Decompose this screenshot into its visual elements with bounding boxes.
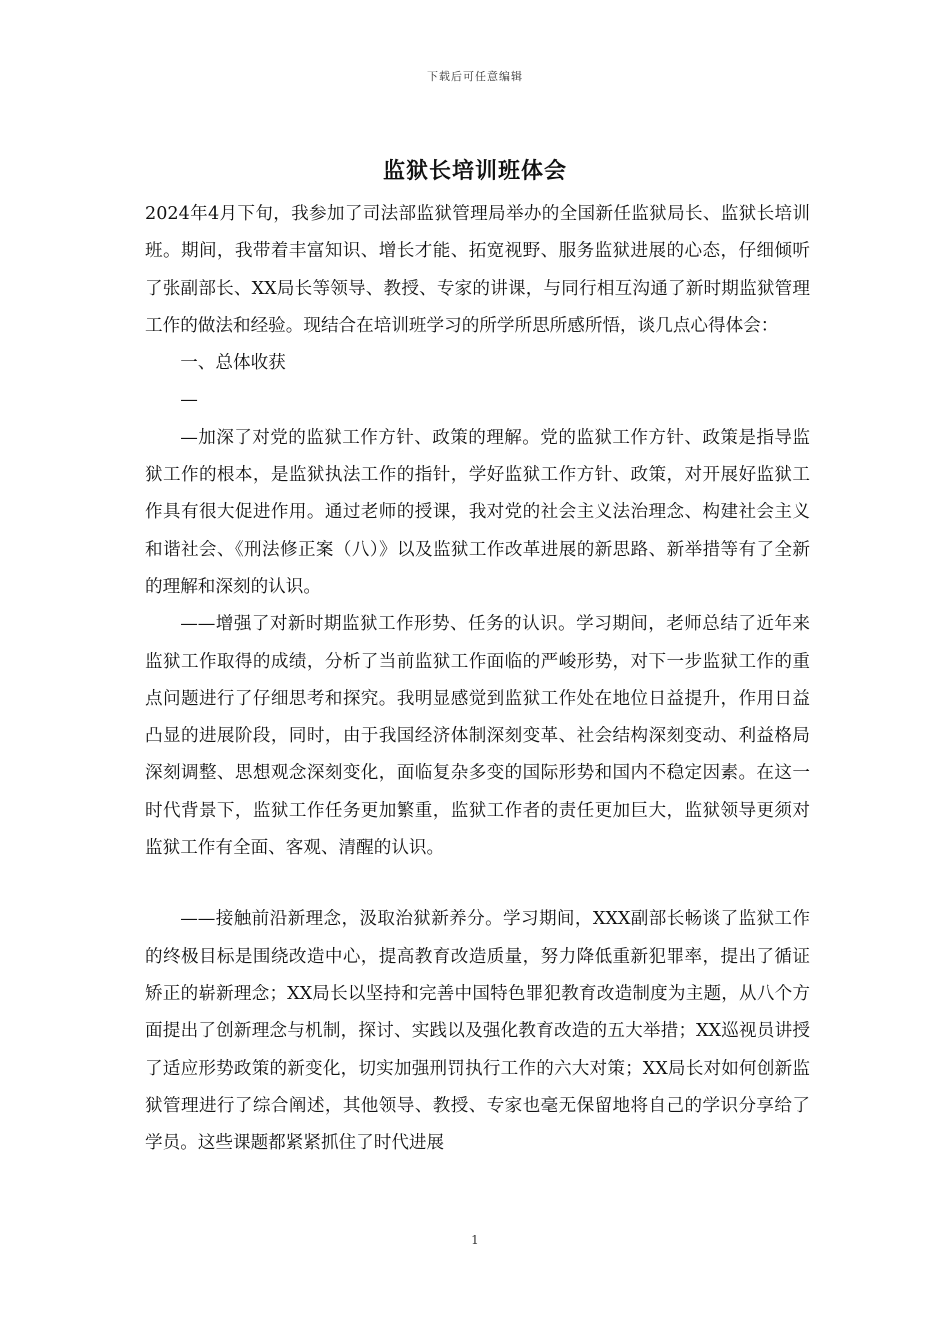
paragraph-new-concepts: ——接触前沿新理念，汲取治狱新养分。学习期间，XXX副部长畅谈了监狱工作的终极目标是围绕改造中心，提高教育改造质量，努力降低重新犯罪率，提出了循证矫正的崭新理念；XX局长以坚持和完善中国特色罪犯教育改造制度为主题，从八个方面提出了创新理念与机制，探讨、实践以及强化教育改造的五大举措；XX巡视员讲授了适应形势政策的新变化，切实加强刑罚执行工作的六大对策；XX局长对如何创新监狱管理进行了综合阐述，其他领导、教授、专家也毫无保留地将自己的学识分享给了学员。这些课题都紧紧抓住了时代进展 — [145, 909, 810, 1154]
page-number: 1 — [471, 1233, 479, 1247]
document-body — [145, 196, 810, 1162]
paragraph-policy-understanding: —加深了对党的监狱工作方针、政策的理解。党的监狱工作方针、政策是指导监狱工作的根本，是监狱执法工作的指针，学好监狱工作方针、政策，对开展好监狱工作具有很大促进作用。通过老师的授课，我对党的社会主义法治理念、构建社会主义和谐社会、《刑法修正案（八）》以及监狱工作改革进展的新思路、新举措等有了全新的理解和深刻的认识。 — [145, 427, 810, 597]
dash-line: — — [180, 390, 198, 411]
header-note: 下载后可任意编辑 — [427, 70, 523, 83]
section-heading: 一、总体收获 — [180, 353, 286, 374]
intro-paragraph: 2024年4月下旬，我参加了司法部监狱管理局举办的全国新任监狱局长、监狱长培训班。期间，我带着丰富知识、增长才能、拓宽视野、服务监狱进展的心态，仔细倾听了张副部长、XX局长等领导、教授、专家的讲课，与同行相互沟通了新时期监狱管理工作的做法和经验。现结合在培训班学习的所学所思所感所悟，谈几点心得体会： — [145, 204, 810, 336]
paragraph-situation-awareness: ——增强了对新时期监狱工作形势、任务的认识。学习期间，老师总结了近年来监狱工作取得的成绩，分析了当前监狱工作面临的严峻形势，对下一步监狱工作的重点问题进行了仔细思考和探究。我明显感觉到监狱工作处在地位日益提升，作用日益凸显的进展阶段，同时，由于我国经济体制深刻变革、社会结构深刻变动、利益格局深刻调整、思想观念深刻变化，面临复杂多变的国际形势和国内不稳定因素。在这一时代背景下，监狱工作任务更加繁重，监狱工作者的责任更加巨大，监狱领导更须对监狱工作有全面、客观、清醒的认识。 — [145, 614, 810, 859]
document-title: 监狱长培训班体会 — [382, 158, 567, 184]
